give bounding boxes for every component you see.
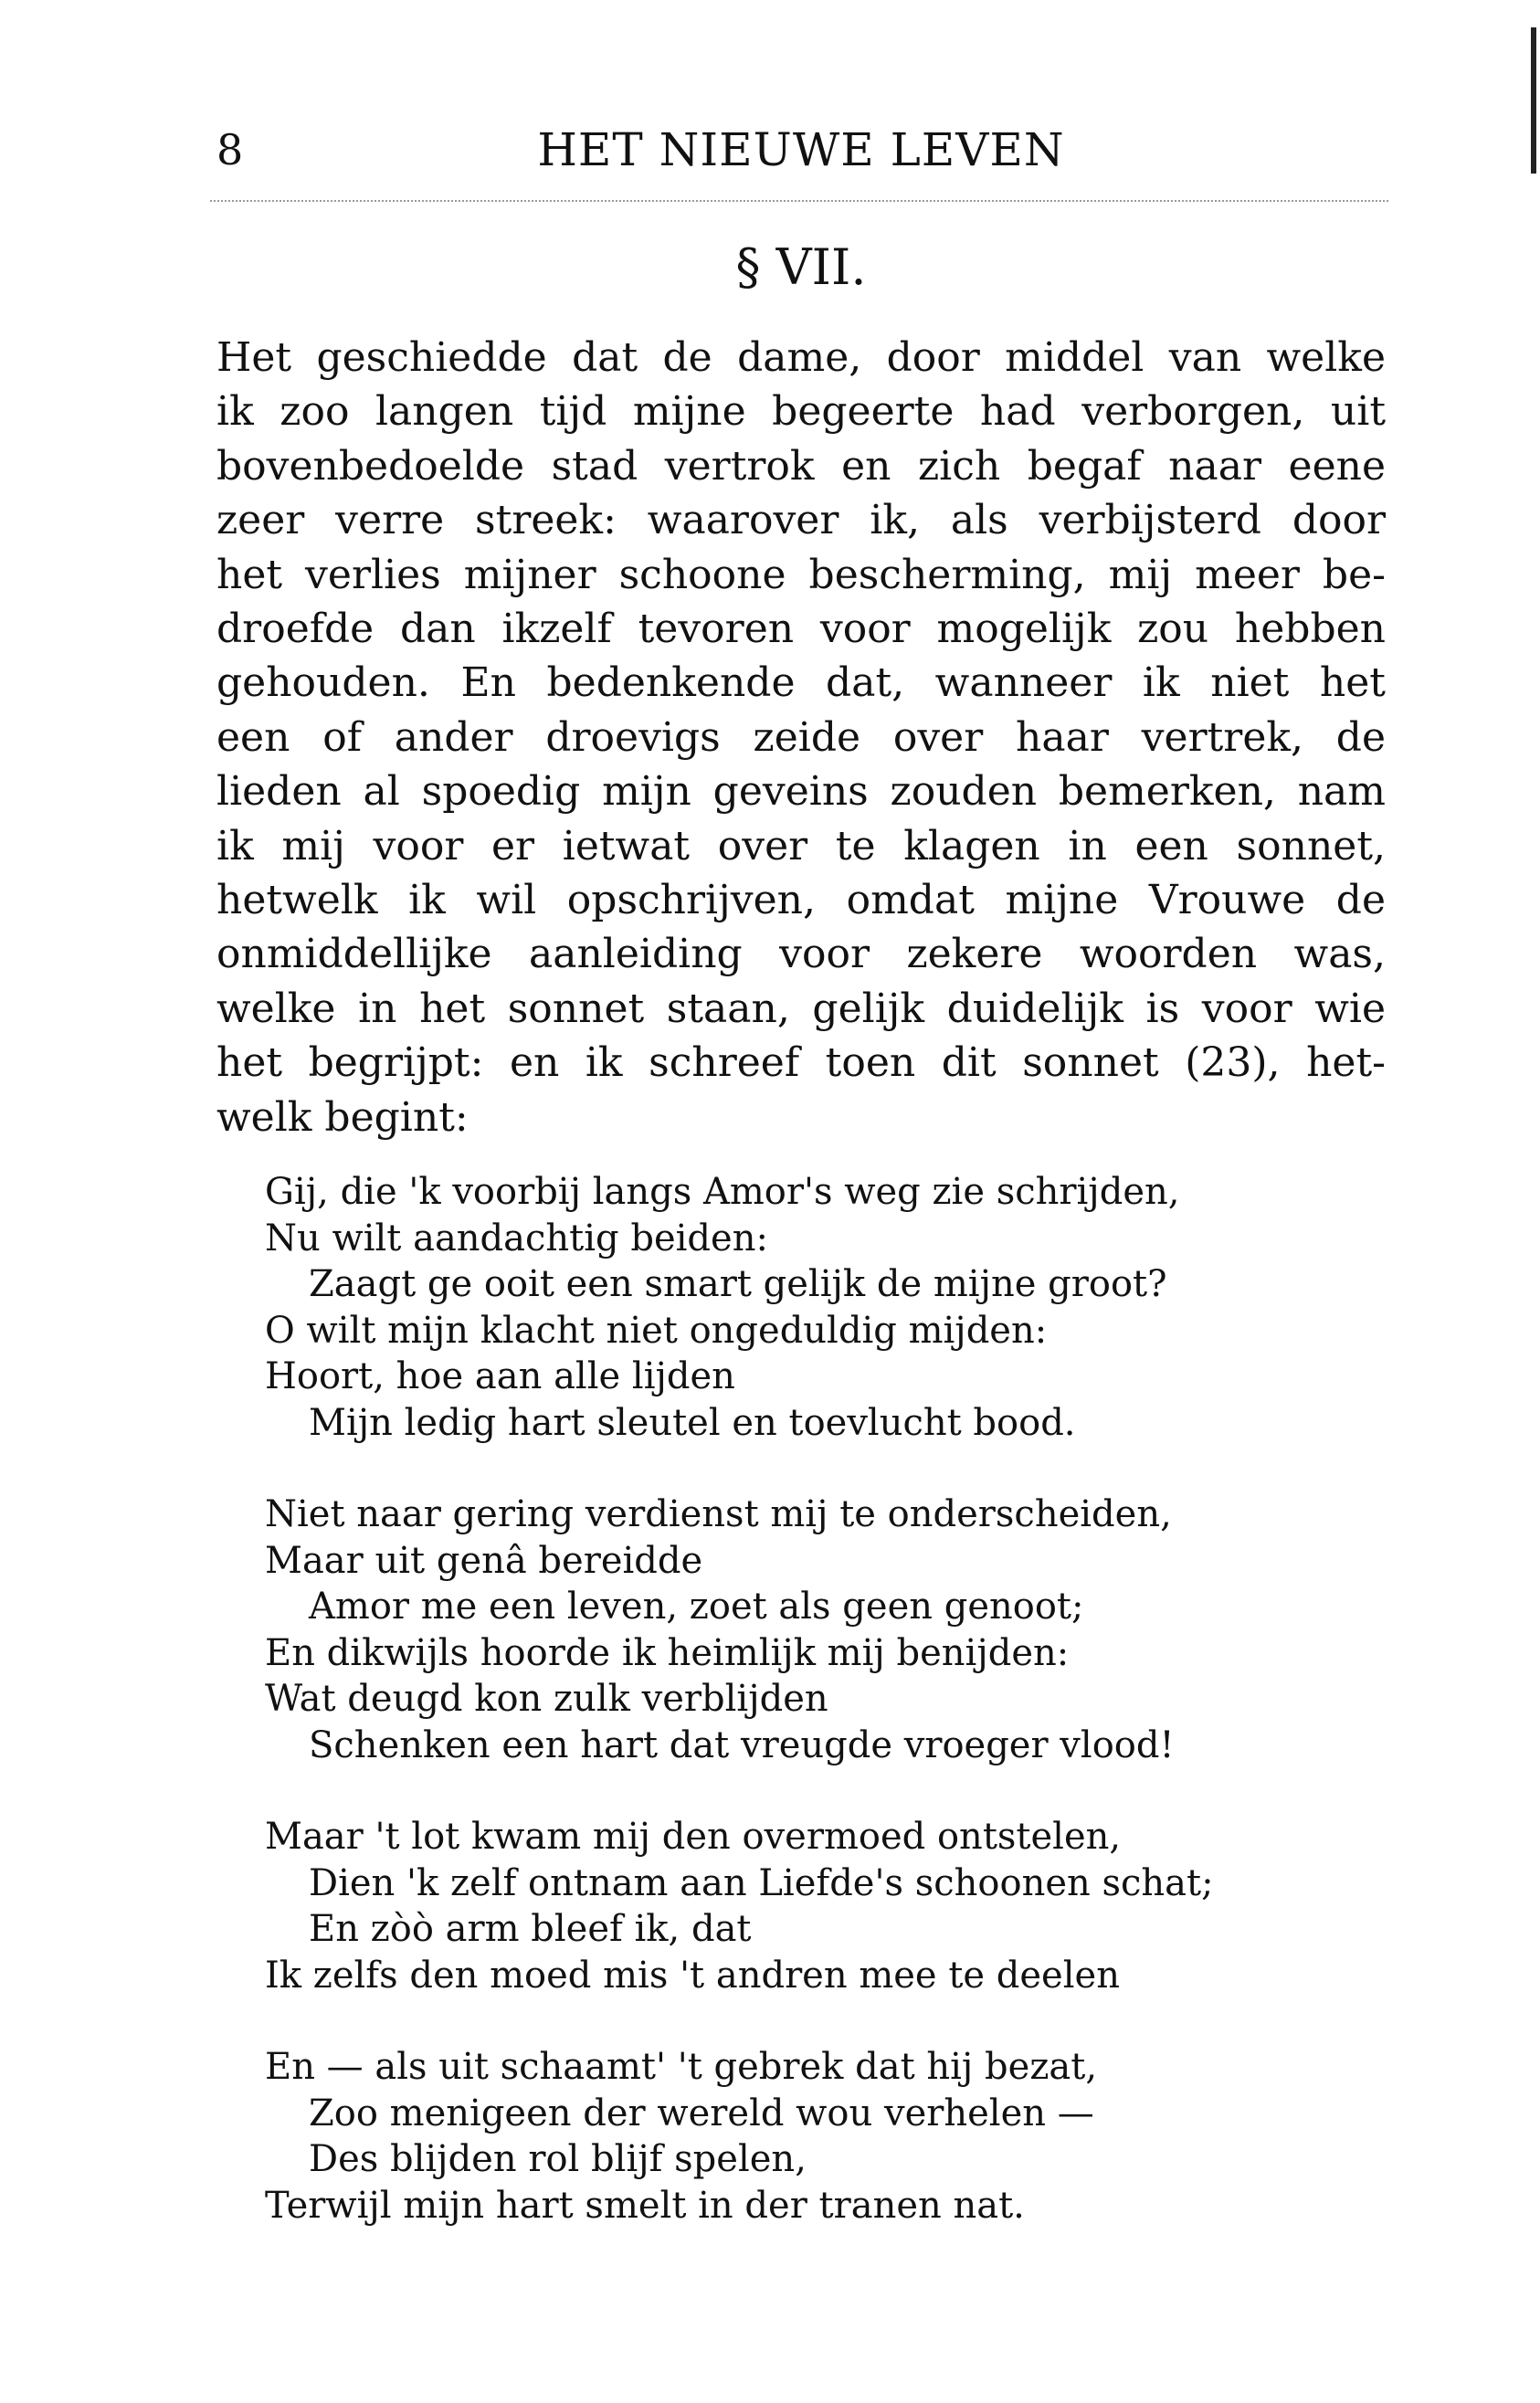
prose-line: ik zoo langen tijd mijne begeerte had verborgen, uit: [216, 388, 1386, 436]
verse-line: En — als uit schaamt' 't gebrek dat hij bezat,: [265, 2046, 1098, 2088]
verse-line: Maar 't lot kwam mij den overmoed ontstelen,: [265, 1816, 1122, 1858]
prose-line: een of ander droevigs zeide over haar vertrek, de: [216, 713, 1386, 761]
prose-line: zeer verre streek: waarover ik, als verbijsterd door: [216, 497, 1386, 544]
page-number: 8: [216, 125, 244, 174]
prose-line: droefde dan ikzelf tevoren voor mogelijk zou hebben: [216, 606, 1386, 653]
prose-line: ik mij voor er ietwat over te klagen in een sonnet,: [216, 822, 1386, 870]
prose-line: lieden al spoedig mijn geveins zouden bemerken, nam: [216, 768, 1386, 816]
prose-line: gehouden. En bedenkende dat, wanneer ik niet het: [216, 659, 1386, 707]
verse-line: Mijn ledig hart sleutel en toevlucht bood.: [309, 1401, 1076, 1444]
verse-line: Zaagt ge ooit een smart gelijk de mijne groot?: [309, 1263, 1167, 1305]
verse-line: Niet naar gering verdienst mij te onderscheiden,: [265, 1493, 1172, 1535]
verse-line: Hoort, hoe aan alle lijden: [265, 1355, 735, 1397]
verse-line: Terwijl mijn hart smelt in der tranen nat.: [265, 2184, 1025, 2227]
verse-line: Maar uit genâ bereidde: [265, 1539, 703, 1582]
verse-line: Wat deugd kon zulk verblijden: [265, 1678, 828, 1720]
verse-line: Des blijden rol blijf spelen,: [309, 2138, 807, 2180]
stanza: [265, 1491, 1379, 1768]
prose-line: bovenbedoelde stad vertrok en zich begaf naar eene: [216, 442, 1386, 490]
verse-line: Dien 'k zelf ontnam aan Liefde's schoonen schat;: [309, 1861, 1214, 1904]
running-title: HET NIEUWE LEVEN: [537, 123, 1065, 176]
verse-line: Amor me een leven, zoet als geen genoot;: [309, 1586, 1084, 1628]
prose-line: welke in het sonnet staan, gelijk duidelijk is voor wie: [216, 985, 1386, 1032]
verse-line: En zòò arm bleef ik, dat: [309, 1908, 752, 1950]
page-header: [216, 122, 1386, 177]
stanza: [265, 2044, 1379, 2229]
prose-paragraph: [216, 331, 1386, 1144]
header-rule: [210, 200, 1388, 202]
section-heading: § VII.: [735, 238, 867, 296]
sonnet: [265, 1169, 1379, 2229]
prose-line: hetwelk ik wil opschrijven, omdat mijne Vrouwe de: [216, 877, 1386, 924]
verse-line: O wilt mijn klacht niet ongeduldig mijden:: [265, 1309, 1048, 1352]
stanza: [265, 1169, 1379, 1446]
verse-line: Nu wilt aandachtig beiden:: [265, 1217, 768, 1259]
verse-line: Ik zelfs den moed mis 't andren mee te deelen: [265, 1954, 1120, 1997]
prose-line: het begrijpt: en ik schreef toen dit sonnet (23), het-: [216, 1039, 1386, 1087]
prose-line: Het geschiedde dat de dame, door middel van welke: [216, 334, 1386, 381]
verse-line: En dikwijls hoorde ik heimlijk mij benijden:: [265, 1631, 1070, 1674]
verse-line: Gij, die 'k voorbij langs Amor's weg zie schrijden,: [265, 1171, 1180, 1213]
scan-edge-mark: [1531, 27, 1536, 174]
prose-line: het verlies mijner schoone bescherming, mij meer be-: [216, 551, 1386, 598]
prose-line: welk begint:: [216, 1093, 469, 1141]
verse-line: Zoo menigeen der wereld wou verhelen —: [309, 2092, 1094, 2134]
verse-line: Schenken een hart dat vreugde vroeger vlood!: [309, 1723, 1175, 1766]
prose-line: onmiddellijke aanleiding voor zekere woorden was,: [216, 931, 1386, 978]
stanza: [265, 1814, 1379, 1998]
